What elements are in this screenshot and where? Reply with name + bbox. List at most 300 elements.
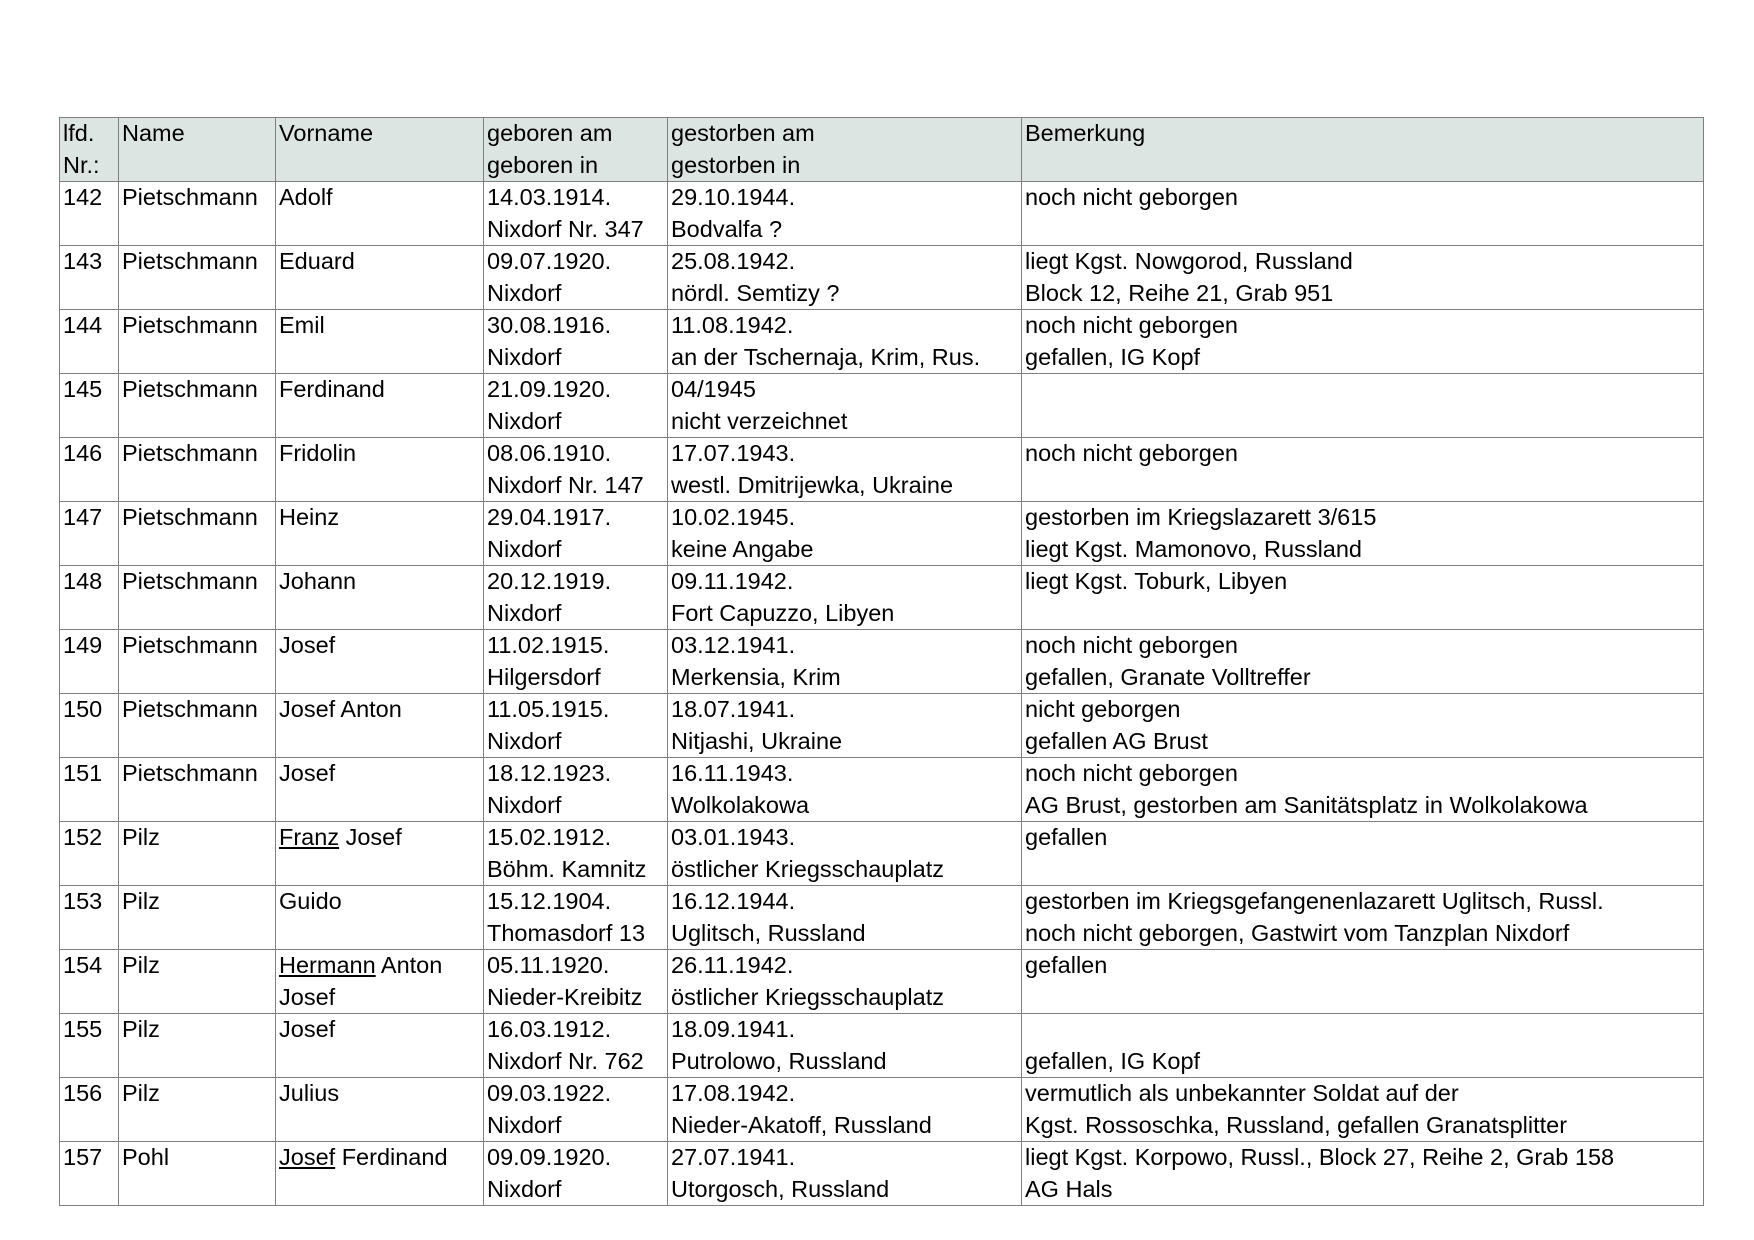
table-row xyxy=(60,758,1704,822)
given-name-underlined: Hermann xyxy=(279,952,376,978)
remark-line-2 xyxy=(1025,854,1703,886)
remark-cell xyxy=(1022,310,1704,374)
nr-cell xyxy=(60,438,119,502)
birth-cell xyxy=(484,246,668,310)
remark-cell xyxy=(1022,1078,1704,1142)
table-row xyxy=(60,630,1704,694)
first-name-continued xyxy=(279,406,483,438)
death-date: 17.07.1943. xyxy=(671,440,796,466)
birth-place: Nixdorf xyxy=(487,791,562,818)
first-name-continued xyxy=(279,342,483,374)
death-cell xyxy=(668,246,1022,310)
death-place: Wolkolakowa xyxy=(671,791,810,818)
birth-cell xyxy=(484,502,668,566)
nr-cell xyxy=(60,566,119,630)
name-cell xyxy=(119,822,276,886)
vorname-cell xyxy=(276,886,484,950)
remark-cell xyxy=(1022,566,1704,630)
birth-cell xyxy=(484,182,668,246)
birth-date: 11.02.1915. xyxy=(487,632,610,658)
table-row xyxy=(60,1014,1704,1078)
nr-cell xyxy=(60,1078,119,1142)
death-cell xyxy=(668,502,1022,566)
row-number: 146 xyxy=(63,440,103,466)
vorname-cell xyxy=(276,310,484,374)
row-number: 143 xyxy=(63,248,103,274)
death-date: 09.11.1942. xyxy=(671,568,794,594)
death-date: 18.09.1941. xyxy=(671,1016,796,1042)
remark-line-1: liegt Kgst. Nowgorod, Russland xyxy=(1025,248,1353,274)
casualty-table xyxy=(59,117,1704,1206)
name-cell xyxy=(119,758,276,822)
death-cell xyxy=(668,1142,1022,1206)
table-row xyxy=(60,822,1704,886)
nr-cell xyxy=(60,310,119,374)
birth-date: 09.07.1920. xyxy=(487,248,612,274)
death-cell xyxy=(668,758,1022,822)
first-name-continued xyxy=(279,470,483,502)
remark-cell xyxy=(1022,822,1704,886)
name-cell xyxy=(119,694,276,758)
birth-cell xyxy=(484,630,668,694)
row-number: 155 xyxy=(63,1016,103,1042)
birth-cell xyxy=(484,1078,668,1142)
death-cell xyxy=(668,566,1022,630)
vorname-cell xyxy=(276,438,484,502)
first-name-continued xyxy=(279,214,483,246)
birth-place: Hilgersdorf xyxy=(487,663,601,690)
table-row xyxy=(60,886,1704,950)
first-name-line xyxy=(279,1078,483,1110)
row-number: 148 xyxy=(63,568,103,594)
birth-date: 18.12.1923. xyxy=(487,760,612,786)
name-cell xyxy=(119,1142,276,1206)
death-date: 10.02.1945. xyxy=(671,504,796,530)
remark-line-2 xyxy=(1025,214,1703,246)
remark-line-1: gefallen xyxy=(1025,952,1108,978)
surname: Pietschmann xyxy=(122,376,258,402)
first-name-line xyxy=(279,566,483,598)
death-place: keine Angabe xyxy=(671,535,814,562)
birth-date: 15.02.1912. xyxy=(487,824,612,850)
table-body xyxy=(60,182,1704,1206)
first-name: Fridolin xyxy=(279,440,357,466)
birth-place: Nixdorf xyxy=(487,1175,562,1202)
surname: Pilz xyxy=(122,952,160,978)
death-place: Fort Capuzzo, Libyen xyxy=(671,599,895,626)
nr-cell xyxy=(60,950,119,1014)
name-cell xyxy=(119,630,276,694)
first-name: Josef Anton xyxy=(279,696,402,722)
nr-cell xyxy=(60,182,119,246)
death-place: Nitjashi, Ukraine xyxy=(671,727,843,754)
birth-date: 08.06.1910. xyxy=(487,440,612,466)
remark-line-1 xyxy=(1025,1014,1703,1046)
table-row xyxy=(60,182,1704,246)
name-cell xyxy=(119,886,276,950)
death-place: Bodvalfa ? xyxy=(671,215,783,242)
given-name-underlined: Josef xyxy=(279,1144,336,1170)
death-cell xyxy=(668,438,1022,502)
birth-place: Böhm. Kamnitz xyxy=(487,855,647,882)
birth-cell xyxy=(484,886,668,950)
remark-line-2 xyxy=(1025,982,1703,1014)
death-date: 26.11.1942. xyxy=(671,952,794,978)
first-name-line xyxy=(279,694,483,726)
first-name: Josef xyxy=(339,824,402,850)
death-date: 11.08.1942. xyxy=(671,312,794,338)
first-name-line xyxy=(279,374,483,406)
remark-line-2: AG Hals xyxy=(1025,1175,1113,1202)
death-cell xyxy=(668,1014,1022,1078)
remark-line-1: liegt Kgst. Toburk, Libyen xyxy=(1025,568,1288,594)
first-name-line xyxy=(279,438,483,470)
vorname-cell xyxy=(276,822,484,886)
birth-cell xyxy=(484,822,668,886)
row-number: 152 xyxy=(63,824,103,850)
birth-cell xyxy=(484,694,668,758)
death-cell xyxy=(668,374,1022,438)
birth-place: Nixdorf xyxy=(487,535,562,562)
remark-line-2 xyxy=(1025,598,1703,630)
remark-line-2: Block 12, Reihe 21, Grab 951 xyxy=(1025,279,1334,306)
surname: Pilz xyxy=(122,1080,160,1106)
death-place: Utorgosch, Russland xyxy=(671,1175,890,1202)
first-name-line xyxy=(279,950,483,982)
first-name-continued xyxy=(279,278,483,310)
vorname-cell xyxy=(276,1078,484,1142)
birth-place: Nixdorf xyxy=(487,727,562,754)
table-row xyxy=(60,438,1704,502)
surname: Pietschmann xyxy=(122,568,258,594)
birth-place: Nixdorf xyxy=(487,1111,562,1138)
remark-cell xyxy=(1022,950,1704,1014)
first-name-continued xyxy=(279,662,483,694)
table-row xyxy=(60,950,1704,1014)
header-row xyxy=(60,118,1704,182)
row-number: 157 xyxy=(63,1144,103,1170)
death-cell xyxy=(668,950,1022,1014)
birth-date: 20.12.1919. xyxy=(487,568,612,594)
remark-line-2: gefallen, Granate Volltreffer xyxy=(1025,663,1311,690)
first-name-line xyxy=(279,246,483,278)
vorname-cell xyxy=(276,630,484,694)
first-name-continued xyxy=(279,534,483,566)
remark-line-2 xyxy=(1025,470,1703,502)
remark-cell xyxy=(1022,1142,1704,1206)
remark-line-1: gestorben im Kriegsgefangenenlazarett Uglitsch, Russl. xyxy=(1025,888,1604,914)
first-name-continued xyxy=(279,1110,483,1142)
first-name-line xyxy=(279,310,483,342)
birth-cell xyxy=(484,1142,668,1206)
vorname-cell xyxy=(276,694,484,758)
birth-date: 21.09.1920. xyxy=(487,376,612,402)
remark-line-1: noch nicht geborgen xyxy=(1025,440,1238,466)
death-place: nicht verzeichnet xyxy=(671,407,848,434)
row-number: 144 xyxy=(63,312,103,338)
first-name: Heinz xyxy=(279,504,340,530)
birth-cell xyxy=(484,1014,668,1078)
birth-date: 11.05.1915. xyxy=(487,696,610,722)
surname: Pietschmann xyxy=(122,184,258,210)
remark-line-1: nicht geborgen xyxy=(1025,696,1181,722)
first-name: Adolf xyxy=(279,184,333,210)
row-number: 154 xyxy=(63,952,103,978)
row-number: 145 xyxy=(63,376,103,402)
death-date: 03.12.1941. xyxy=(671,632,796,658)
row-number: 149 xyxy=(63,632,103,658)
first-name-continued xyxy=(279,1046,483,1078)
surname: Pilz xyxy=(122,1016,160,1042)
first-name-continued: Josef xyxy=(279,983,336,1010)
birth-place: Nixdorf xyxy=(487,599,562,626)
name-cell xyxy=(119,1014,276,1078)
remark-line-1: noch nicht geborgen xyxy=(1025,312,1238,338)
name-cell xyxy=(119,246,276,310)
birth-place: Nixdorf Nr. 762 xyxy=(487,1047,644,1074)
header-nr: lfd. Nr.: xyxy=(60,118,119,182)
table-header xyxy=(60,118,1704,182)
name-cell xyxy=(119,1078,276,1142)
first-name: Anton xyxy=(375,952,443,978)
first-name-continued xyxy=(279,854,483,886)
death-date: 04/1945 xyxy=(671,376,756,402)
header-vorname: Vorname xyxy=(276,118,484,182)
first-name-continued xyxy=(279,726,483,758)
death-cell xyxy=(668,310,1022,374)
remark-line-2: noch nicht geborgen, Gastwirt vom Tanzplan Nixdorf xyxy=(1025,919,1570,946)
remark-line-2: gefallen AG Brust xyxy=(1025,727,1208,754)
name-cell xyxy=(119,182,276,246)
remark-line-2: liegt Kgst. Mamonovo, Russland xyxy=(1025,535,1362,562)
death-date: 25.08.1942. xyxy=(671,248,796,274)
first-name: Guido xyxy=(279,888,342,914)
remark-line-1 xyxy=(1025,374,1703,406)
remark-line-1: liegt Kgst. Korpowo, Russl., Block 27, Reihe 2, Grab 158 xyxy=(1025,1144,1615,1170)
name-cell xyxy=(119,374,276,438)
vorname-cell xyxy=(276,950,484,1014)
death-date: 18.07.1941. xyxy=(671,696,796,722)
remark-line-2 xyxy=(1025,406,1703,438)
nr-cell xyxy=(60,246,119,310)
remark-line-1: gefallen xyxy=(1025,824,1108,850)
birth-date: 30.08.1916. xyxy=(487,312,612,338)
table-row xyxy=(60,310,1704,374)
nr-cell xyxy=(60,630,119,694)
header-bemerkung: Bemerkung xyxy=(1022,118,1704,182)
remark-line-1: vermutlich als unbekannter Soldat auf der xyxy=(1025,1080,1459,1106)
remark-line-1: noch nicht geborgen xyxy=(1025,632,1238,658)
first-name-line xyxy=(279,1014,483,1046)
remark-cell xyxy=(1022,1014,1704,1078)
name-cell xyxy=(119,950,276,1014)
surname: Pietschmann xyxy=(122,440,258,466)
first-name-continued xyxy=(279,1174,483,1206)
birth-date: 09.03.1922. xyxy=(487,1080,612,1106)
birth-cell xyxy=(484,438,668,502)
birth-date: 14.03.1914. xyxy=(487,184,612,210)
table-row xyxy=(60,566,1704,630)
death-cell xyxy=(668,1078,1022,1142)
death-place: Uglitsch, Russland xyxy=(671,919,866,946)
vorname-cell xyxy=(276,1142,484,1206)
table-row xyxy=(60,694,1704,758)
birth-date: 05.11.1920. xyxy=(487,952,610,978)
nr-cell xyxy=(60,374,119,438)
remark-line-2: AG Brust, gestorben am Sanitätsplatz in Wolkolakowa xyxy=(1025,791,1588,818)
vorname-cell xyxy=(276,246,484,310)
remark-cell xyxy=(1022,886,1704,950)
death-date: 03.01.1943. xyxy=(671,824,796,850)
row-number: 147 xyxy=(63,504,103,530)
name-cell xyxy=(119,566,276,630)
birth-date: 16.03.1912. xyxy=(487,1016,612,1042)
remark-cell xyxy=(1022,438,1704,502)
birth-place: Nixdorf xyxy=(487,279,562,306)
death-cell xyxy=(668,630,1022,694)
death-place: an der Tschernaja, Krim, Rus. xyxy=(671,343,981,370)
header-name: Name xyxy=(119,118,276,182)
remark-cell xyxy=(1022,630,1704,694)
name-cell xyxy=(119,502,276,566)
first-name: Johann xyxy=(279,568,357,594)
birth-cell xyxy=(484,374,668,438)
birth-place: Nixdorf Nr. 147 xyxy=(487,471,644,498)
row-number: 142 xyxy=(63,184,103,210)
row-number: 150 xyxy=(63,696,103,722)
birth-cell xyxy=(484,950,668,1014)
death-place: Nieder-Akatoff, Russland xyxy=(671,1111,932,1138)
first-name-line xyxy=(279,182,483,214)
first-name-line xyxy=(279,822,483,854)
first-name: Ferdinand xyxy=(279,376,385,402)
name-cell xyxy=(119,310,276,374)
nr-cell xyxy=(60,502,119,566)
first-name-line xyxy=(279,886,483,918)
death-cell xyxy=(668,182,1022,246)
death-place: Putrolowo, Russland xyxy=(671,1047,887,1074)
remark-cell xyxy=(1022,374,1704,438)
remark-cell xyxy=(1022,182,1704,246)
death-place: Merkensia, Krim xyxy=(671,663,841,690)
remark-line-1: gestorben im Kriegslazarett 3/615 xyxy=(1025,504,1377,530)
birth-date: 09.09.1920. xyxy=(487,1144,612,1170)
birth-place: Nixdorf xyxy=(487,407,562,434)
surname: Pietschmann xyxy=(122,760,258,786)
surname: Pilz xyxy=(122,824,160,850)
first-name-continued xyxy=(279,790,483,822)
first-name-line xyxy=(279,758,483,790)
surname: Pietschmann xyxy=(122,632,258,658)
nr-cell xyxy=(60,1142,119,1206)
table-row xyxy=(60,502,1704,566)
birth-place: Nieder-Kreibitz xyxy=(487,983,643,1010)
first-name: Josef xyxy=(279,632,336,658)
vorname-cell xyxy=(276,758,484,822)
table-row xyxy=(60,374,1704,438)
surname: Pohl xyxy=(122,1144,170,1170)
first-name: Eduard xyxy=(279,248,355,274)
remark-cell xyxy=(1022,502,1704,566)
vorname-cell xyxy=(276,374,484,438)
nr-cell xyxy=(60,822,119,886)
remark-line-2: Kgst. Rossoschka, Russland, gefallen Granatsplitter xyxy=(1025,1111,1568,1138)
death-date: 17.08.1942. xyxy=(671,1080,796,1106)
table-row xyxy=(60,246,1704,310)
first-name-line xyxy=(279,502,483,534)
remark-line-2: gefallen, IG Kopf xyxy=(1025,1047,1201,1074)
row-number: 151 xyxy=(63,760,103,786)
first-name: Ferdinand xyxy=(335,1144,448,1170)
death-date: 29.10.1944. xyxy=(671,184,796,210)
surname: Pietschmann xyxy=(122,312,258,338)
first-name-continued xyxy=(279,598,483,630)
row-number: 153 xyxy=(63,888,103,914)
row-number: 156 xyxy=(63,1080,103,1106)
first-name-line xyxy=(279,630,483,662)
header-gestorben: gestorben am gestorben in xyxy=(668,118,1022,182)
surname: Pietschmann xyxy=(122,504,258,530)
remark-line-1: noch nicht geborgen xyxy=(1025,760,1238,786)
first-name: Josef xyxy=(279,1016,336,1042)
birth-cell xyxy=(484,566,668,630)
first-name-continued xyxy=(279,918,483,950)
birth-cell xyxy=(484,758,668,822)
birth-place: Thomasdorf 13 xyxy=(487,919,646,946)
death-place: westl. Dmitrijewka, Ukraine xyxy=(671,471,954,498)
header-geboren: geboren am geboren in xyxy=(484,118,668,182)
remark-cell xyxy=(1022,694,1704,758)
nr-cell xyxy=(60,886,119,950)
surname: Pietschmann xyxy=(122,248,258,274)
table-row xyxy=(60,1078,1704,1142)
death-cell xyxy=(668,694,1022,758)
death-date: 27.07.1941. xyxy=(671,1144,796,1170)
nr-cell xyxy=(60,758,119,822)
vorname-cell xyxy=(276,502,484,566)
surname: Pietschmann xyxy=(122,696,258,722)
surname: Pilz xyxy=(122,888,160,914)
first-name: Emil xyxy=(279,312,325,338)
birth-date: 29.04.1917. xyxy=(487,504,612,530)
birth-date: 15.12.1904. xyxy=(487,888,612,914)
remark-line-1: noch nicht geborgen xyxy=(1025,184,1238,210)
death-place: östlicher Kriegsschauplatz xyxy=(671,855,944,882)
remark-cell xyxy=(1022,758,1704,822)
death-cell xyxy=(668,822,1022,886)
first-name: Josef xyxy=(279,760,336,786)
nr-cell xyxy=(60,694,119,758)
death-date: 16.12.1944. xyxy=(671,888,796,914)
vorname-cell xyxy=(276,182,484,246)
vorname-cell xyxy=(276,566,484,630)
birth-cell xyxy=(484,310,668,374)
death-place: nördl. Semtizy ? xyxy=(671,279,840,306)
birth-place: Nixdorf Nr. 347 xyxy=(487,215,644,242)
birth-place: Nixdorf xyxy=(487,343,562,370)
vorname-cell xyxy=(276,1014,484,1078)
death-date: 16.11.1943. xyxy=(671,760,794,786)
given-name-underlined: Franz xyxy=(279,824,340,850)
remark-cell xyxy=(1022,246,1704,310)
death-place: östlicher Kriegsschauplatz xyxy=(671,983,944,1010)
first-name-line xyxy=(279,1142,483,1174)
remark-line-2: gefallen, IG Kopf xyxy=(1025,343,1201,370)
nr-cell xyxy=(60,1014,119,1078)
first-name: Julius xyxy=(279,1080,340,1106)
death-cell xyxy=(668,886,1022,950)
table-row xyxy=(60,1142,1704,1206)
